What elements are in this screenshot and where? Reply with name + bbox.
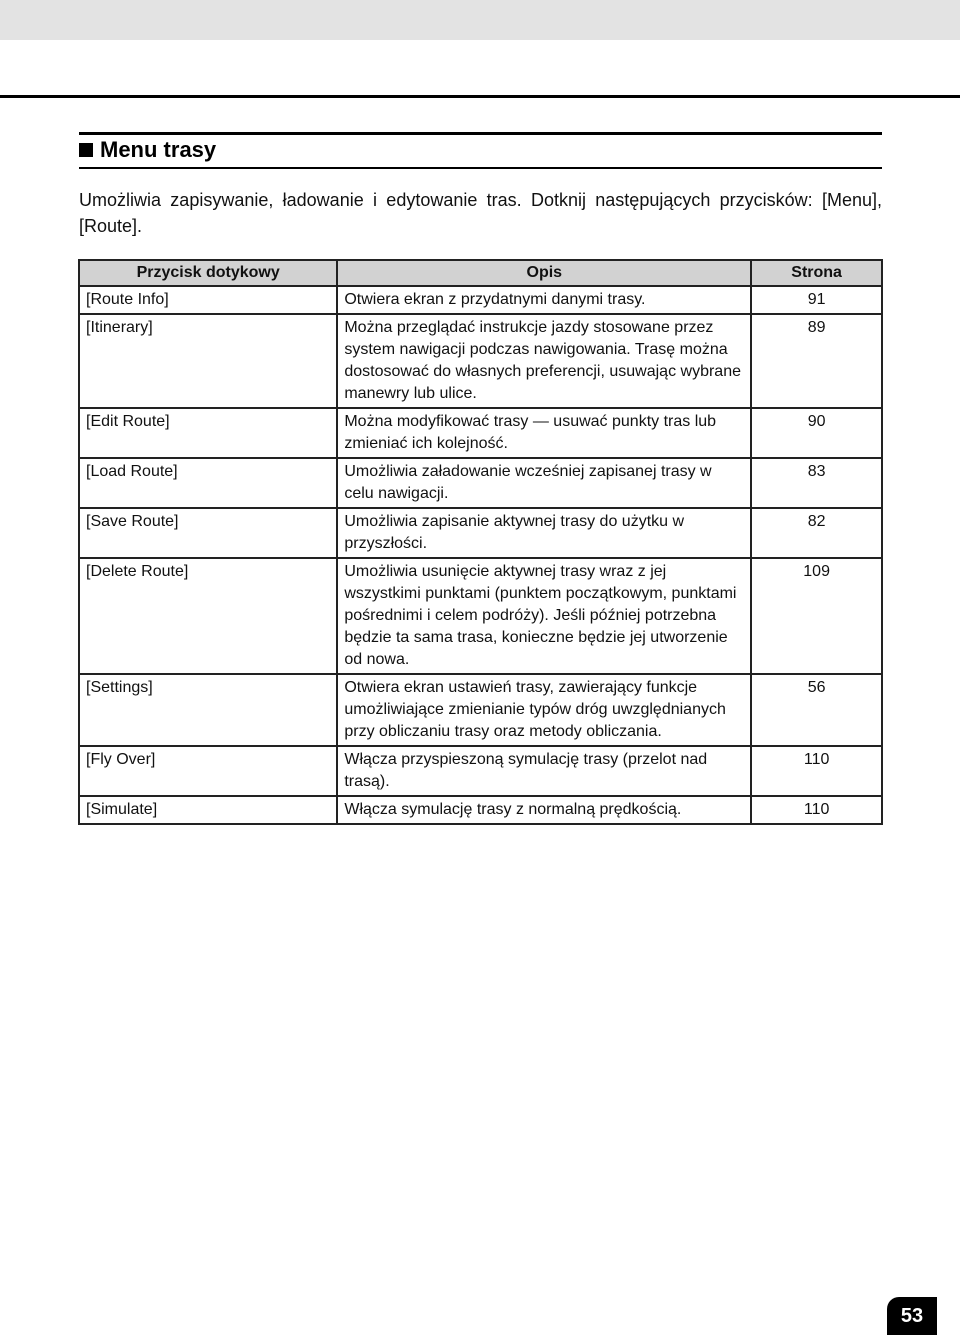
page-cell: 90: [751, 408, 882, 458]
table-row: [79, 796, 882, 824]
description-cell: Otwiera ekran z przydatnymi danymi trasy.: [337, 286, 751, 314]
table-row: [79, 558, 882, 674]
button-cell: [Route Info]: [79, 286, 337, 314]
description-cell: Umożliwia zapisanie aktywnej trasy do użytku w przyszłości.: [337, 508, 751, 558]
table-row: [79, 674, 882, 746]
button-cell: [Settings]: [79, 674, 337, 746]
table-row: [79, 458, 882, 508]
table-header-row: [79, 260, 882, 286]
description-cell: Umożliwia załadowanie wcześniej zapisanej trasy w celu nawigacji.: [337, 458, 751, 508]
page-cell: 91: [751, 286, 882, 314]
header-page: Strona: [751, 260, 882, 286]
button-cell: [Delete Route]: [79, 558, 337, 674]
top-band: [0, 0, 960, 40]
description-cell: Otwiera ekran ustawień trasy, zawierający funkcje umożliwiające zmienianie typów dróg uwzględnianych przy obliczaniu trasy oraz metody obliczania.: [337, 674, 751, 746]
page-cell: 56: [751, 674, 882, 746]
description-cell: Włącza przyspieszoną symulację trasy (przelot nad trasą).: [337, 746, 751, 796]
intro-paragraph: Umożliwia zapisywanie, ładowanie i edytowanie tras. Dotknij następujących przycisków: [Menu], [Route].: [79, 190, 882, 236]
table-row: [79, 746, 882, 796]
header-description: Opis: [337, 260, 751, 286]
page-cell: 82: [751, 508, 882, 558]
page-cell: 110: [751, 796, 882, 824]
header-rule: [0, 95, 960, 98]
page-number-badge: [887, 1297, 937, 1335]
button-cell: [Simulate]: [79, 796, 337, 824]
section-heading: [79, 136, 216, 164]
button-cell: [Save Route]: [79, 508, 337, 558]
table-row: [79, 508, 882, 558]
page-number: 53: [900, 1304, 924, 1327]
page-cell: 110: [751, 746, 882, 796]
square-bullet-icon: [79, 143, 93, 157]
button-cell: [Load Route]: [79, 458, 337, 508]
description-cell: Umożliwia usunięcie aktywnej trasy wraz z jej wszystkimi punktami (punktem początkowym, punktami pośrednimi i celem podróży). Jeśli później potrzebna będzie ta sama trasa, konieczne będzie jej utworzenie od nowa.: [337, 558, 751, 674]
table-row: [79, 314, 882, 408]
table-row: [79, 408, 882, 458]
section-title: Menu trasy: [100, 137, 217, 162]
button-cell: [Itinerary]: [79, 314, 337, 408]
section-rule-top: [79, 132, 882, 135]
button-cell: [Edit Route]: [79, 408, 337, 458]
route-menu-table: [78, 259, 883, 825]
page-cell: 109: [751, 558, 882, 674]
page-cell: 89: [751, 314, 882, 408]
page-cell: 83: [751, 458, 882, 508]
table-row: [79, 286, 882, 314]
button-cell: [Fly Over]: [79, 746, 337, 796]
description-cell: Można przeglądać instrukcje jazdy stosowane przez system nawigacji podczas nawigowania. Trasę można dostosować do własnych preferencji, usuwając wybrane manewry lub ulice.: [337, 314, 751, 408]
header-button: Przycisk dotykowy: [79, 260, 337, 286]
section-rule-bottom: [79, 167, 882, 169]
description-cell: Włącza symulację trasy z normalną prędkością.: [337, 796, 751, 824]
description-cell: Można modyfikować trasy — usuwać punkty tras lub zmieniać ich kolejność.: [337, 408, 751, 458]
